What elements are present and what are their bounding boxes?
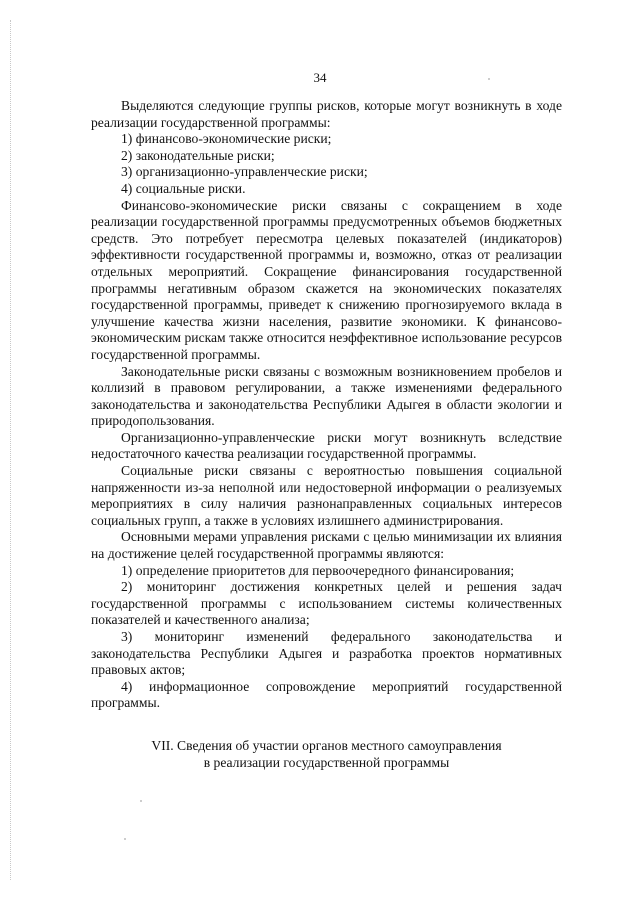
section-heading-line-1: VII. Сведения об участии органов местного самоуправления xyxy=(151,738,502,753)
paragraph-legislative-risks: Законодательные риски связаны с возможным возникновением пробелов и коллизий в правовом регулировании, а также изменениями федерального законодательства и законодательства Республики Адыгея в области экологии и природопользования. xyxy=(91,363,562,429)
scan-speck xyxy=(140,800,142,802)
scan-speck xyxy=(124,838,126,840)
scan-speck xyxy=(488,78,490,80)
list-item-measure-1: 1) определение приоритетов для первоочередного финансирования; xyxy=(121,562,515,578)
binding-margin-line xyxy=(10,20,11,880)
paragraph-financial-risks: Финансово-экономические риски связаны с сокращением в ходе реализации государственной программы предусмотренных объемов бюджетных средств. Это потребует пересмотра целевых показателей (индикаторов) эффективности государственной программы и, возможно, отказ от реализации отдельных мероприятий. Сокращение финансирования государственной программы негативным образом скажется на экономических показателях государственной программы, приведет к снижению прогнозируемого вклада в улучшение качества жизни населения, развитие экономики. К финансово-экономическим рискам также относится неэффективное использование ресурсов государственной программы. xyxy=(91,197,562,362)
list-item-risk-1: 1) финансово-экономические риски; xyxy=(121,131,332,147)
list-item-risk-4: 4) социальные риски. xyxy=(121,180,246,196)
page-number: 34 xyxy=(313,70,327,85)
list-item-risk-2: 2) законодательные риски; xyxy=(121,147,275,163)
body-text xyxy=(91,98,562,712)
section-heading-line-2: в реализации государственной программы xyxy=(203,754,450,770)
paragraph-social-risks: Социальные риски связаны с вероятностью повышения социальной напряженности из-за неполной или недостоверной информации о реализуемых мероприятиях в силу наличия разнонаправленных социальных интересов социальных групп, а также в условиях излишнего администрирования. xyxy=(91,463,562,528)
paragraph-organizational-risks: Организационно-управленческие риски могут возникнуть вследствие недостаточного качества реализации государственной программы. xyxy=(91,429,562,462)
list-item-measure-3: 3) мониторинг изменений федерального законодательства и законодательства Республики Адыгея и разработка проектов нормативных правовых актов; xyxy=(91,629,562,678)
list-item-risk-3: 3) организационно-управленческие риски; xyxy=(121,164,368,180)
paragraph-risk-measures: Основными мерами управления рисками с целью минимизации их влияния на достижение целей государственной программы являются: xyxy=(91,529,562,562)
list-item-measure-4: 4) информационное сопровождение мероприятий государственной программы. xyxy=(91,678,562,711)
list-item-measure-2: 2) мониторинг достижения конкретных целей и решения задач государственной программы с использованием системы количественных показателей и качественного анализа; xyxy=(91,579,562,628)
paragraph-intro: Выделяются следующие группы рисков, которые могут возникнуть в ходе реализации государственной программы: xyxy=(91,98,562,130)
section-heading xyxy=(91,738,562,771)
